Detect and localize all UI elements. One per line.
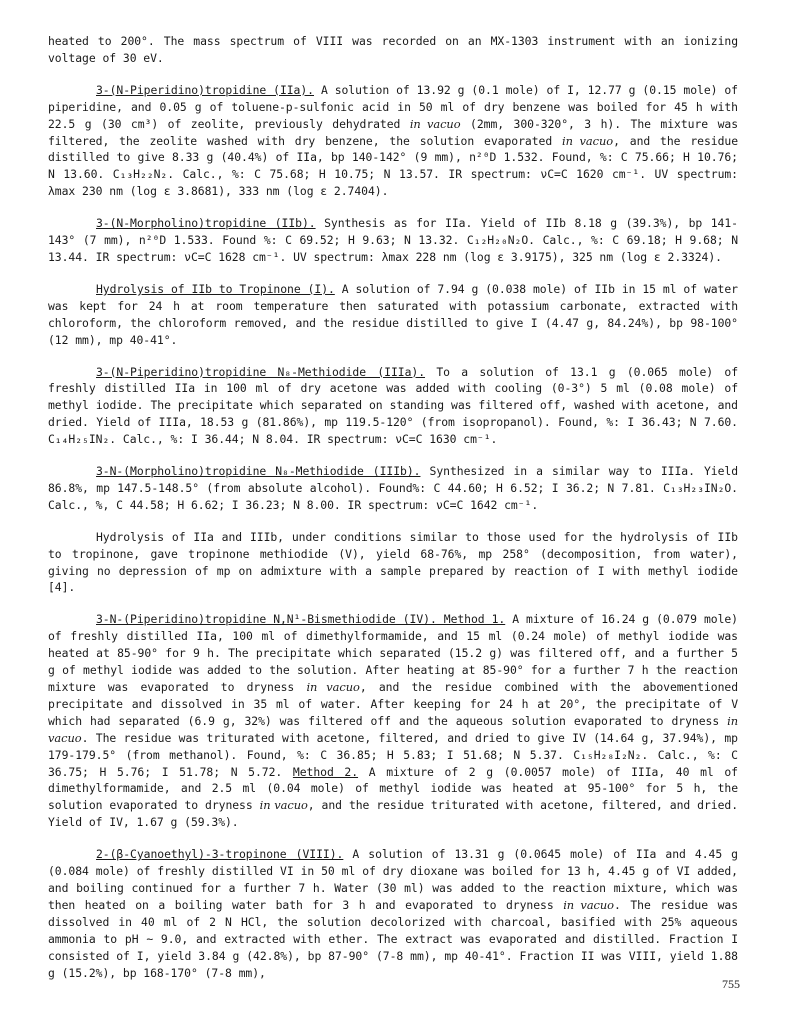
italic-term: in vacuo <box>562 133 614 148</box>
section-heading: 3-(N-Piperidino)tropidine N₈-Methiodide (IIIa). <box>96 364 426 379</box>
section-heading: 3-(N-Morpholino)tropidine (IIb). <box>96 216 316 231</box>
section-heading: Method 2. <box>292 764 359 779</box>
body-text-run: A solution of 7.94 g (0.038 mole) of IIb in 15 ml of water was kept for 24 h at room temperature then saturated with potassium carbonate, extracted with chloroform, the chloroform removed, and the residue distilled to give I (4.47 g, 84.24%), bp 98-100° (12 mm), mp 40-41°. <box>48 281 738 347</box>
page-number: 755 <box>722 977 740 991</box>
section-heading: 2-(β-Cyanoethyl)-3-tropinone (VIII). <box>96 847 344 862</box>
body-text-run: , and the residue triturated with acetone, filtered, and dried. Yield of IV, 1.67 g (59.3%). <box>48 798 739 830</box>
body-text-run: A solution of 13.31 g (0.0645 mole) of IIa and 4.45 g (0.084 mole) of freshly distilled VI in 50 ml of dry dioxane was boiled for 13 h, 4.45 g of VI added, and boiling continued for a further 7 h. Water (30 ml) was added to the reaction mixture, which was then heated on a boiling water bath for 3 h and evaporated to dryness <box>48 847 738 912</box>
paragraph-intro <box>48 33 738 67</box>
italic-term: in vacuo <box>48 713 738 745</box>
paragraph-iiib-synthesis <box>48 463 738 514</box>
italic-term: in vacuo <box>409 116 461 131</box>
paragraph-viii-synthesis <box>48 846 738 981</box>
body-text-run: To a solution of 13.1 g (0.065 mole) of freshly distilled IIa in 100 ml of dry acetone was added with cooling (0-3°) 5 ml (0.08 mole) of methyl iodide. The precipitate which separated on standing was filtered off, washed with acetone, and dried. Yield of IIIa, 18.53 g (81.86%), mp 119.5-120° (from isopropanol). Found, %: I 36.43; N 7.60. C₁₄H₂₅IN₂. Calc., %: I 36.44; N 8.04. IR spectrum: νC=C 1630 cm⁻¹. <box>48 364 739 447</box>
body-text-run: Synthesized in a similar way to IIIa. Yield 86.8%, mp 147.5-148.5° (from absolute alcohol). Found%: C 44.60; H 6.52; I 36.2; N 7.81. C₁₃H₂₃IN₂O. Calc., %, C 44.58; H 6.62; I 36.23; N 8.00. IR spectrum: νC=C 1642 cm⁻¹. <box>48 464 738 512</box>
body-text-run: , and the residue distilled to give 8.33 g (40.4%) of IIa, bp 140-142° (9 mm), n²⁰D 1.532. Found, %: C 75.66; H 10.76; N 13.60. C₁₃H₂₂N₂. Calc., %: C 75.68; H 10.75; N 13.57. IR spectrum: νC=C 1620 cm⁻¹. UV spectrum: λmax 230 nm (log ε 3.8681), 333 nm (log ε 2.7404). <box>48 133 739 199</box>
body-text-run: Synthesis as for IIa. Yield of IIb 8.18 g (39.3%), bp 141-143° (7 mm), n²⁰D 1.533. Found %: C 69.52; H 9.63; N 13.32. C₁₂H₂₀N₂O. Calc., %: C 69.18; H 9.68; N 13.44. IR spectrum: νC=C 1628 cm⁻¹. UV spectrum: λmax 228 nm (log ε 3.9175), 325 nm (log ε 2.3324). <box>48 216 738 264</box>
section-heading: 3-N-(Piperidino)tropidine N,N¹-Bismethiodide (IV). Method 1. <box>96 612 506 627</box>
body-text-run: , and the residue combined with the abovementioned precipitate and dissolved in 35 ml of water. After keeping for 24 h at 20°, the precipitate of V which had separated (6.9 g, 32%) was filtered off and the aqueous solution evaporated to dryness <box>48 680 739 728</box>
body-text-run: heated to 200°. The mass spectrum of VIII was recorded on an MX-1303 instrument with an ionizing voltage of 30 eV. <box>48 34 738 65</box>
italic-term: in vacuo <box>563 897 614 912</box>
paragraph-iia-synthesis <box>48 82 738 200</box>
body-text-run: . The residue was dissolved in 40 ml of 2 N HCl, the solution decolorized with charcoal, basified with 25% aqueous ammonia to pH ~ 9.0, and extracted with ether. The extract was evaporated and distilled. Fraction I consisted of I, yield 3.84 g (42.8%), bp 87-90° (7-8 mm), mp 40-41°. Fraction II was VIII, yield 1.88 g (15.2%), bp 168-170° (7-8 mm), <box>48 897 739 980</box>
paragraph-iib-synthesis <box>48 215 738 266</box>
body-text <box>48 33 738 996</box>
italic-term: in vacuo <box>259 798 308 813</box>
body-text-run: (2mm, 300-320°, 3 h). The mixture was filtered, the zeolite washed with dry benzene, the solution evaporated <box>48 116 738 148</box>
body-text-run: A mixture of 2 g (0.0057 mole) of IIIa, 40 ml of dimethylformamide, and 2.5 ml (0.04 mole) of methyl iodide was heated at 95-100° for 5 h, the solution evaporated to dryness <box>48 764 738 813</box>
paragraph-iiia-synthesis <box>48 364 738 449</box>
section-heading: Hydrolysis of IIb to Tropinone (I). <box>96 281 335 296</box>
paragraph-iv-synthesis <box>48 611 738 831</box>
body-text-run: . The residue was triturated with acetone, filtered, and dried to give IV (14.64 g, 37.94%), mp 179-179.5° (from methanol). Found, %: C 36.85; H 5.83; I 51.68; N 5.37. C₁₅H₂₈I₂N₂. Calc., %: C 36.75; H 5.76; I 51.78; N 5.72. <box>48 730 738 779</box>
italic-term: in vacuo <box>306 680 360 694</box>
section-heading: 3-(N-Piperidino)tropidine (IIa). <box>96 82 314 97</box>
section-heading: 3-N-(Morpholino)tropidine N₈-Methiodide (IIIb). <box>96 464 421 479</box>
paragraph-hydrolysis-iiia-iiib <box>48 529 738 597</box>
body-text-run: Hydrolysis of IIa and IIIb, under conditions similar to those used for the hydrolysis of IIb to tropinone, gave tropinone methiodide (V), yield 68-76%, mp 258° (decomposition, from water), giving no depression of mp on admixture with a sample prepared by reaction of I with methyl iodide [4]. <box>48 529 738 595</box>
body-text-run: A mixture of 16.24 g (0.079 mole) of freshly distilled IIa, 100 ml of dimethylformamide, and 15 ml (0.24 mole) of methyl iodide was heated at 85-90° for 9 h. The precipitate which separated (15.2 g) was filtered off, and a further 5 g of methyl iodide was added to the solution. After heating at 85-90° for a further 7 h the reaction mixture was evaporated to dryness <box>48 612 738 694</box>
paragraph-hydrolysis-iib <box>48 281 738 349</box>
body-text-run: A solution of 13.92 g (0.1 mole) of I, 12.77 g (0.15 mole) of piperidine, and 0.05 g of toluene-p-sulfonic acid in 50 ml of dry benzene was boiled for 45 h with 22.5 g (30 cm³) of zeolite, previously dehydrated <box>48 82 738 131</box>
